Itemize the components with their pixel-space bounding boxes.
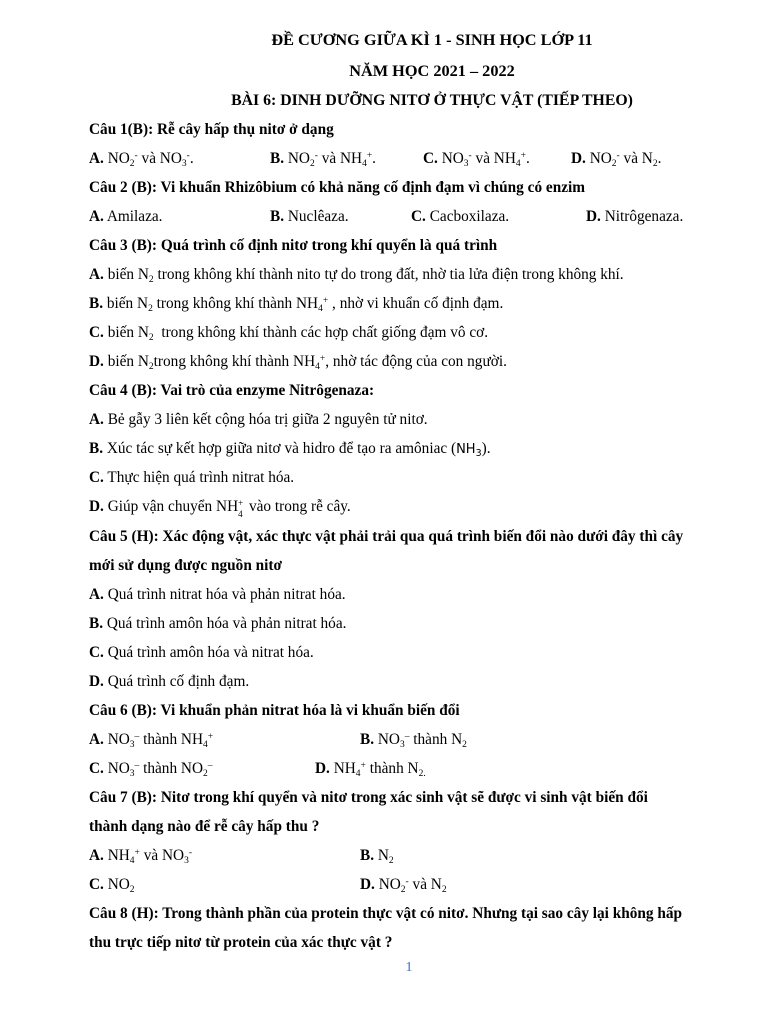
- q6-option-b: B. $NO_3^-$ thành $N_2$: [360, 731, 467, 750]
- q2-option-a: A. Amilaza.: [89, 208, 163, 225]
- question-text: Nitơ trong khí quyển và nitơ trong xác sinh vật sẽ được vi sinh vật biến đổi: [157, 789, 648, 806]
- q2-option-b: B. Nuclêaza.: [270, 208, 349, 225]
- question-label: Câu 5 (H):: [89, 528, 159, 545]
- question-8: [89, 904, 682, 924]
- q3-option-b: B. biến $N_2$ trong không khí thành $NH_4^+$ , nhờ vi khuẩn cố định đạm.: [89, 295, 504, 314]
- q6-option-c: C. $NO_3^-$ thành $NO_2^-$: [89, 760, 213, 779]
- question-4: [89, 381, 374, 401]
- question-7-continued: thành dạng nào để rễ cây hấp thu ?: [89, 818, 320, 835]
- q1-option-c: C. $NO_3^-$ và $NH_4^+$.: [423, 150, 530, 169]
- question-text: Xác động vật, xác thực vật phải trải qua quá trình biến đổi nào dưới đây thì cây: [158, 528, 684, 545]
- q7-option-c: C. $NO_2$: [89, 876, 135, 895]
- q1-option-a: A. $NO_2^-$ và $NO_3^-$.: [89, 150, 194, 169]
- question-6: [89, 701, 460, 721]
- question-label: Câu 4 (B):: [89, 382, 157, 399]
- question-8-continued: thu trực tiếp nitơ từ protein của xác thực vật ?: [89, 934, 393, 951]
- q3-option-d: D. biến $N_2trong$ không khí thành $NH_4^+$, nhờ tác động của con người.: [89, 353, 507, 372]
- question-label: Câu 6 (B):: [89, 702, 157, 719]
- q5-option-b: B. Quá trình amôn hóa và phản nitrat hóa.: [89, 615, 347, 632]
- question-text: Vi khuẩn Rhizôbium có khả năng cố định đạm vì chúng có enzim: [157, 179, 585, 196]
- q7-option-a: A. $NH_4^+$ và $NO_3^-$: [89, 847, 193, 866]
- q4-option-b: B. Xúc tác sự kết hợp giữa nitơ và hidro để tạo ra amôniac $(NH_3)$.: [89, 440, 491, 459]
- q5-option-c: C. Quá trình amôn hóa và nitrat hóa.: [89, 644, 314, 661]
- question-2: [89, 178, 585, 198]
- q4-option-c: C. Thực hiện quá trình nitrat hóa.: [89, 469, 295, 486]
- question-label: Câu 2 (B):: [89, 179, 157, 196]
- q1-option-d: D. $NO_2^-$ và $N_2$.: [571, 150, 662, 169]
- q1-option-b: B. $NO_2^-$ và $NH_4^+$.: [270, 150, 376, 169]
- question-text: Vai trò của enzyme Nitrôgenaza:: [157, 382, 375, 399]
- question-7: [89, 788, 648, 808]
- question-3: [89, 236, 497, 256]
- q6-option-d: D. $NH_4^+$ thành $N_{2.}$: [315, 760, 426, 779]
- question-text: Rễ cây hấp thụ nitơ ở dạng: [153, 121, 334, 138]
- question-text: Vi khuẩn phản nitrat hóa là vi khuẩn biến đổi: [157, 702, 460, 719]
- document-title: ĐỀ CƯƠNG GIỮA KÌ 1 - SINH HỌC LỚP 11: [271, 30, 593, 49]
- question-text: Trong thành phần của protein thực vật có nitơ. Nhưng tại sao cây lại không hấp: [158, 905, 683, 922]
- q3-option-c: C. biến $N_2$ trong không khí thành các hợp chất giống đạm vô cơ.: [89, 324, 489, 343]
- question-5: [89, 527, 683, 547]
- q7-option-b: B. $N_2$: [360, 847, 394, 866]
- q4-option-d: D. Giúp vận chuyển NH + 4 vào trong rễ cây.: [89, 498, 351, 519]
- school-year: NĂM HỌC 2021 – 2022: [349, 61, 515, 80]
- lesson-title: BÀI 6: DINH DƯỠNG NITƠ Ở THỰC VẬT (TIẾP THEO): [231, 92, 633, 109]
- q3-option-a: A. biến $N_2$ trong không khí thành nito tự do trong đất, nhờ tia lửa điện trong không khí.: [89, 266, 624, 285]
- q2-option-c: C. Cacboxilaza.: [411, 208, 510, 225]
- question-label: Câu 8 (H):: [89, 905, 159, 922]
- question-label: Câu 7 (B):: [89, 789, 157, 806]
- q7-option-d: D. $NO_2^-$ và $N_2$: [360, 876, 447, 895]
- q6-option-a: A. $NO_3^-$ thành $NH_4^+$: [89, 731, 214, 750]
- q5-option-a: A. Quá trình nitrat hóa và phản nitrat hóa.: [89, 586, 346, 603]
- question-1: [89, 120, 334, 140]
- question-5-continued: mới sử dụng được nguồn nitơ: [89, 557, 282, 574]
- question-label: Câu 1(B):: [89, 121, 154, 138]
- q5-option-d: D. Quá trình cố định đạm.: [89, 673, 250, 690]
- q2-option-d: D. Nitrôgenaza.: [586, 208, 684, 225]
- question-label: Câu 3 (B):: [89, 237, 157, 254]
- question-text: Quá trình cố định nitơ trong khí quyển là quá trình: [157, 237, 498, 254]
- q4-option-a: A. Bẻ gẫy 3 liên kết cộng hóa trị giữa 2 nguyên tử nitơ.: [89, 411, 428, 428]
- page-number: 1: [405, 960, 413, 975]
